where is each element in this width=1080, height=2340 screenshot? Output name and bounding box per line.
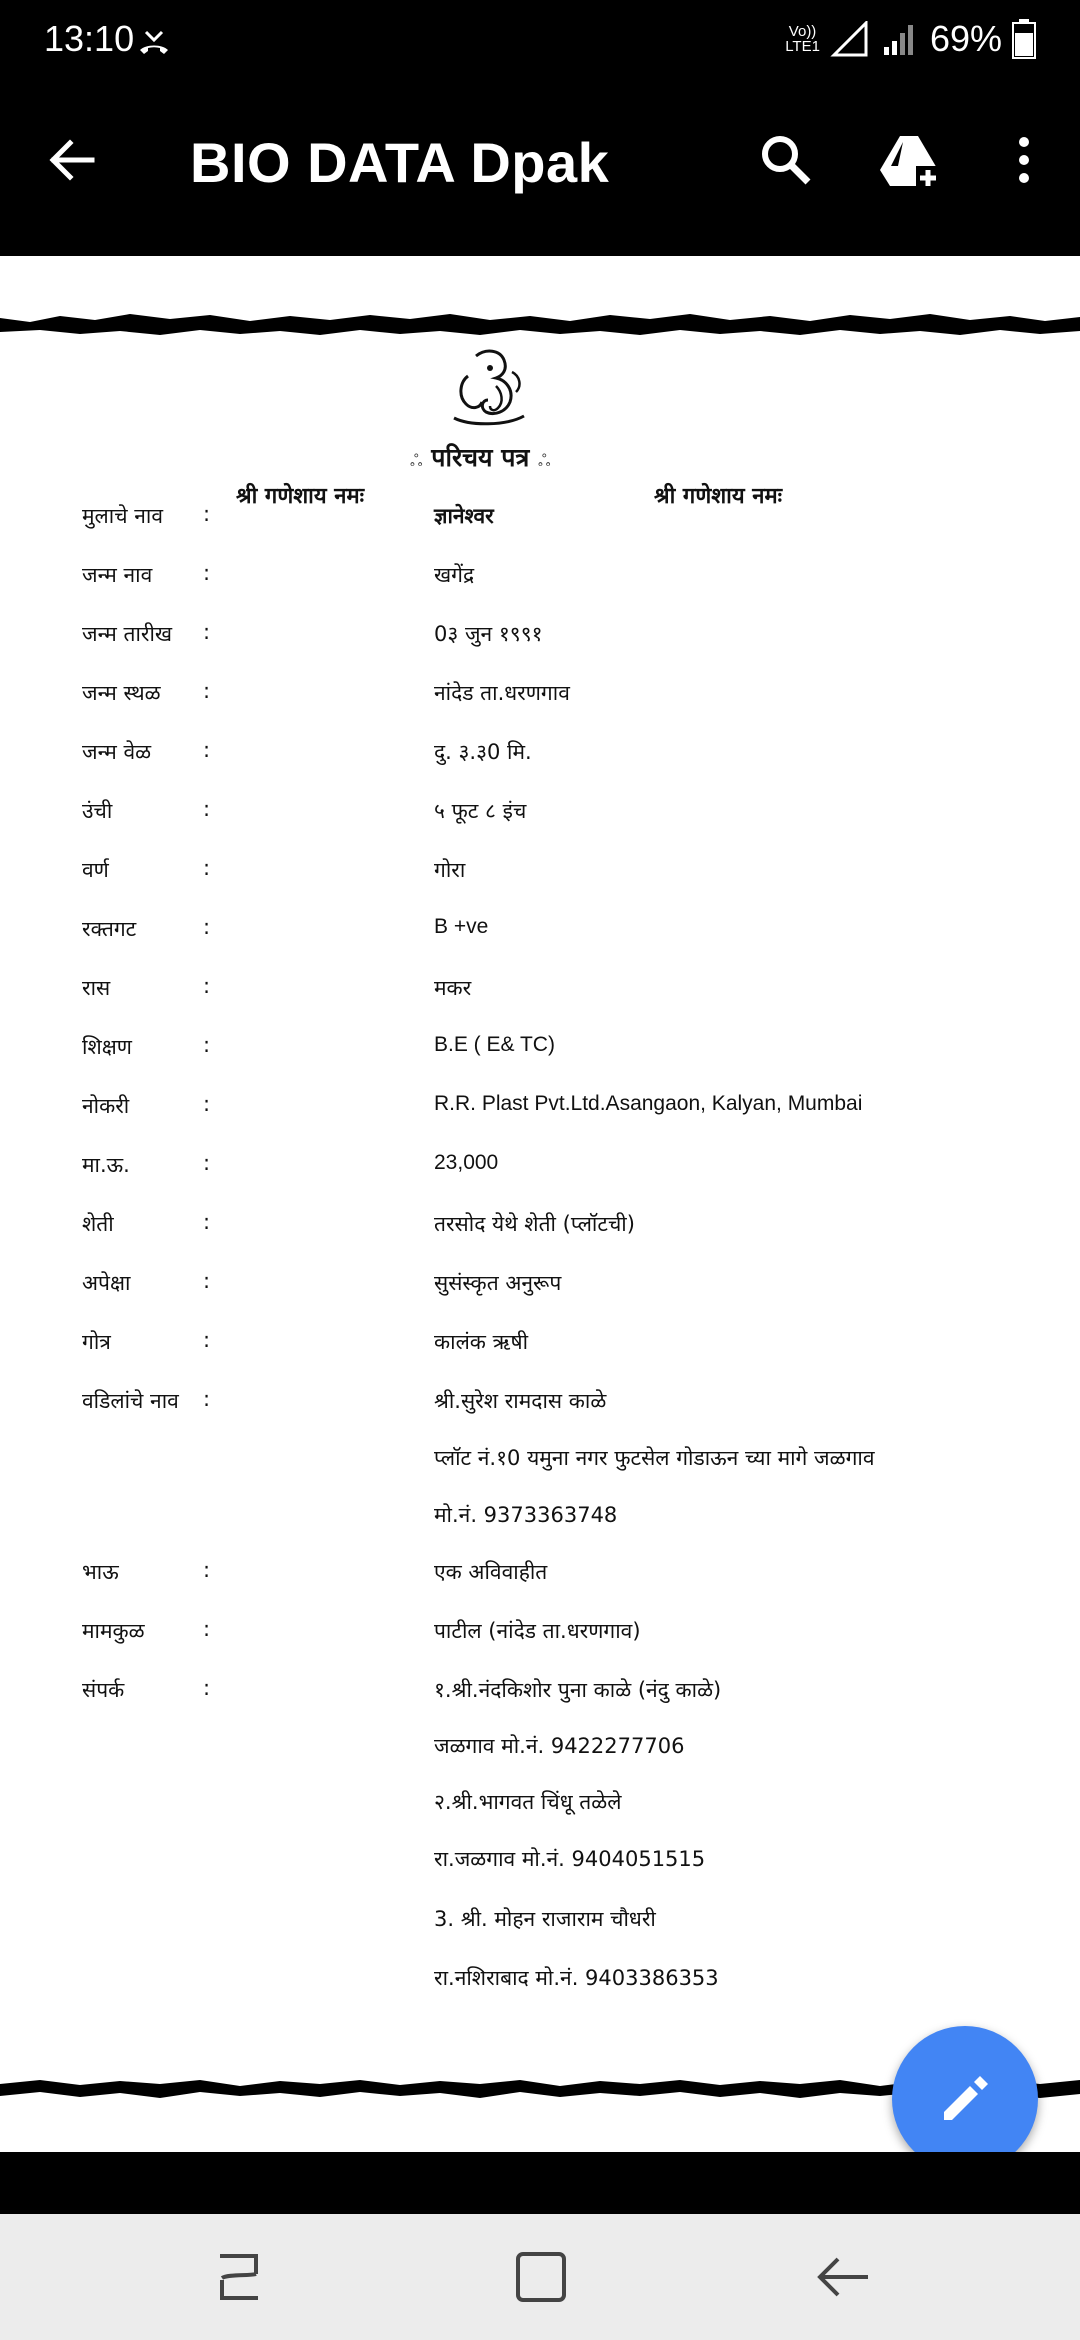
ornament-icon: ஃ — [537, 451, 551, 470]
status-time: 13:10 — [44, 18, 135, 59]
row-colon: : — [203, 1676, 211, 1700]
table-row — [0, 1086, 1080, 1126]
battery-percentage: 69% — [929, 18, 1002, 59]
row-colon: : — [203, 1151, 211, 1175]
row-value: प्लॉट नं.१0 यमुना नगर फुटसेल गोडाऊन च्या मागे जळगाव — [434, 1446, 875, 1470]
signal-icon-2 — [880, 21, 920, 57]
row-colon: : — [203, 620, 211, 644]
table-row — [0, 1322, 1080, 1362]
table-row — [0, 1381, 1080, 1421]
app-bar — [0, 84, 1080, 256]
table-row — [0, 1782, 1080, 1822]
network-label: Vo)) LTE1 — [785, 23, 820, 55]
row-value: २.श्री.भागवत चिंधू तळेले — [434, 1790, 622, 1814]
table-row — [0, 1495, 1080, 1535]
row-colon: : — [203, 915, 211, 939]
signal-icon — [830, 21, 870, 57]
table-row — [0, 496, 1080, 536]
table-row — [0, 1670, 1080, 1710]
table-row — [0, 673, 1080, 713]
row-label: भाऊ — [82, 1560, 119, 1584]
row-colon: : — [203, 1033, 211, 1057]
header-right-text: श्री गणेशाय नमः — [654, 484, 783, 509]
status-bar — [0, 0, 1080, 84]
row-value: R.R. Plast Pvt.Ltd.Asangaon, Kalyan, Mumbai — [434, 1092, 863, 1115]
more-vert-icon[interactable] — [1000, 128, 1048, 192]
row-colon: : — [203, 679, 211, 703]
table-row — [0, 1958, 1080, 1998]
table-row — [0, 850, 1080, 890]
table-row — [0, 614, 1080, 654]
recents-icon[interactable] — [206, 2244, 272, 2310]
row-value: पाटील (नांदेड ता.धरणगाव) — [434, 1619, 641, 1643]
row-value: एक अविवाहीत — [434, 1560, 548, 1584]
ganesha-logo — [446, 346, 532, 430]
row-colon: : — [203, 1558, 211, 1582]
row-colon: : — [203, 856, 211, 880]
row-colon: : — [203, 1328, 211, 1352]
row-value: 3. श्री. मोहन राजाराम चौधरी — [434, 1907, 656, 1931]
table-row — [0, 1899, 1080, 1939]
header-left-text: श्री गणेशाय नमः — [236, 484, 365, 509]
row-colon: : — [203, 1210, 211, 1234]
row-value: मो.नं. 9373363748 — [434, 1503, 618, 1527]
row-label: जन्म नाव — [82, 563, 153, 587]
row-value: दु. ३.३0 मि. — [434, 740, 532, 764]
table-row — [0, 1145, 1080, 1185]
viewer-bottom-strip — [0, 2152, 1080, 2214]
row-colon: : — [203, 1387, 211, 1411]
table-row — [0, 1027, 1080, 1067]
row-value: B +ve — [434, 915, 489, 938]
row-value: जळगाव मो.नं. 9422277706 — [434, 1734, 685, 1758]
table-row — [0, 909, 1080, 949]
row-value: नांदेड ता.धरणगाव — [434, 681, 570, 705]
row-colon: : — [203, 797, 211, 821]
table-row — [0, 1263, 1080, 1303]
row-value: B.E ( E& TC) — [434, 1033, 555, 1056]
table-row — [0, 555, 1080, 595]
row-label: अपेक्षा — [82, 1271, 131, 1295]
row-label: उंची — [82, 799, 113, 823]
row-value: ज्ञानेश्वर — [434, 504, 494, 528]
row-colon: : — [203, 502, 211, 526]
row-label: जन्म स्थळ — [82, 681, 161, 705]
row-colon: : — [203, 1092, 211, 1116]
row-colon: : — [203, 1269, 211, 1293]
row-value: श्री.सुरेश रामदास काळे — [434, 1389, 607, 1413]
table-row — [0, 1552, 1080, 1592]
row-value: 23,000 — [434, 1151, 499, 1174]
row-label: मामकुळ — [82, 1619, 145, 1643]
row-colon: : — [203, 738, 211, 762]
missed-call-icon — [136, 24, 172, 60]
document-heading — [410, 440, 551, 474]
table-row — [0, 732, 1080, 772]
row-label: शेती — [82, 1212, 114, 1236]
row-label: जन्म वेळ — [82, 740, 152, 764]
document-title: BIO DATA Dpak — [190, 131, 610, 194]
edit-icon — [936, 2070, 994, 2128]
heading-text: परिचय पत्र — [431, 443, 530, 472]
row-value: खगेंद्र — [434, 563, 475, 587]
home-icon[interactable] — [508, 2244, 574, 2310]
row-value: कालंक ऋषी — [434, 1330, 529, 1354]
row-label: गोत्र — [82, 1330, 111, 1354]
table-row — [0, 968, 1080, 1008]
table-row — [0, 1438, 1080, 1478]
row-label: संपर्क — [82, 1678, 125, 1702]
drive-add-icon[interactable] — [878, 128, 942, 192]
row-value: रा.नशिराबाद मो.नं. 9403386353 — [434, 1966, 719, 1990]
row-value: ५ फूट ८ इंच — [434, 799, 527, 823]
row-label: जन्म तारीख — [82, 622, 173, 646]
row-value: गोरा — [434, 858, 466, 882]
row-colon: : — [203, 974, 211, 998]
row-label: वर्ण — [82, 858, 109, 882]
system-nav-bar — [0, 2214, 1080, 2340]
row-label: नोकरी — [82, 1094, 130, 1118]
table-row — [0, 1726, 1080, 1766]
row-colon: : — [203, 1617, 211, 1641]
table-row — [0, 1204, 1080, 1244]
table-row — [0, 791, 1080, 831]
row-value: सुसंस्कृत अनुरूप — [434, 1271, 562, 1295]
row-label: शिक्षण — [82, 1035, 132, 1059]
row-label: रक्तगट — [82, 917, 137, 941]
arrow-back-icon[interactable] — [40, 128, 104, 192]
ornament-icon: ஃ — [410, 451, 423, 470]
row-value: मकर — [434, 976, 472, 1000]
table-row — [0, 1611, 1080, 1651]
row-label: रास — [82, 976, 111, 1000]
edit-fab[interactable] — [892, 2026, 1038, 2172]
page-torn-edge-top — [0, 306, 1080, 340]
row-value: १.श्री.नंदकिशोर पुना काळे (नंदु काळे) — [434, 1678, 722, 1702]
row-value: रा.जळगाव मो.नं. 9404051515 — [434, 1847, 706, 1871]
back-icon[interactable] — [810, 2244, 876, 2310]
row-label: वडिलांचे नाव — [82, 1389, 179, 1413]
battery-icon — [1012, 19, 1036, 59]
document-viewer[interactable] — [0, 256, 1080, 2152]
row-label: मा.ऊ. — [82, 1153, 130, 1177]
row-colon: : — [203, 561, 211, 585]
status-indicators — [785, 18, 1036, 60]
row-value: 0३ जुन १९९१ — [434, 622, 543, 646]
row-label: मुलाचे नाव — [82, 504, 164, 528]
search-icon[interactable] — [754, 128, 818, 192]
table-row — [0, 1839, 1080, 1879]
row-value: तरसोद येथे शेती (प्लॉटची) — [434, 1212, 635, 1236]
biodata-page — [0, 340, 1080, 2072]
